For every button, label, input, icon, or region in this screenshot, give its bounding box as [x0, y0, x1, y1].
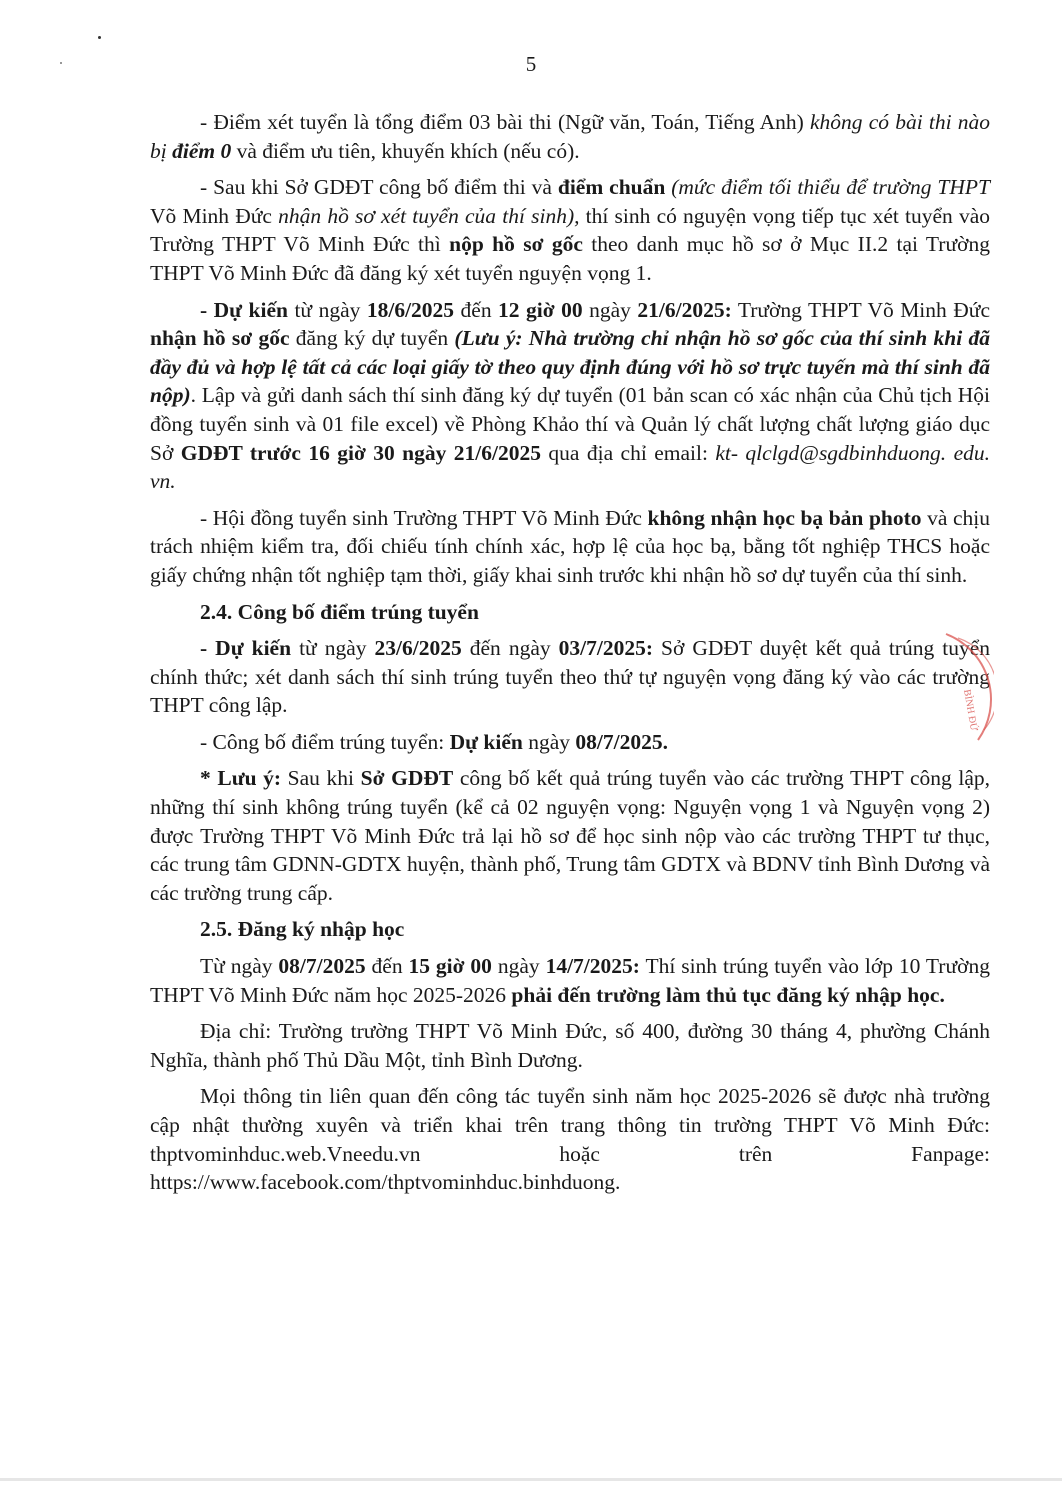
paragraph-more-info: Mọi thông tin liên quan đến công tác tuyển sinh năm học 2025-2026 sẽ được nhà trường cập nhật thường xuyên và triển khai trên trang thông tin trường THPT Võ Minh Đức: thptvominhduc.web.Vneedu.vn hoặc trên Fanpage: https://www.facebook.com/thptvominhduc.binhduong. — [150, 1084, 990, 1195]
paragraph-announce-scores: - Công bố điểm trúng tuyển: Dự kiến ngày 08/7/2025. — [200, 729, 668, 754]
paragraph-after-announcement: - Sau khi Sở GDĐT công bố điểm thi và điểm chuẩn (mức điểm tối thiểu để trường THPT Võ Minh Đức nhận hồ sơ xét tuyển của thí sinh), thí sinh có nguyện vọng tiếp tục xét tuyển vào Trường THPT Võ Minh Đức thì nộp hồ sơ gốc theo danh mục hồ sơ ở Mục II.2 tại Trường THPT Võ Minh Đức đã đăng ký xét tuyển nguyện vọng 1. — [150, 175, 991, 285]
section-heading-2-4: 2.4. Công bố điểm trúng tuyển — [200, 599, 479, 624]
scan-speck — [98, 36, 101, 39]
fanpage-url: https://www.facebook.com/thptvominhduc.binhduong. — [150, 1170, 621, 1195]
document-body — [150, 108, 990, 1197]
paragraph-address: Địa chỉ: Trường trường THPT Võ Minh Đức, số 400, đường 30 tháng 4, phường Chánh Nghĩa, thành phố Thủ Dầu Một, tỉnh Bình Dương. — [150, 1019, 990, 1072]
paragraph-receive-documents: - Dự kiến từ ngày 18/6/2025 đến 12 giờ 00 ngày 21/6/2025: Trường THPT Võ Minh Đức nhận hồ sơ gốc đăng ký dự tuyển (Lưu ý: Nhà trường chỉ nhận hồ sơ gốc của thí sinh khi đã đầy đủ và hợp lệ tất cả các loại giấy tờ theo quy định đúng với hồ sơ trực tuyến mà thí sinh đã nộp). Lập và gửi danh sách thí sinh đăng ký dự tuyển (01 bản scan có xác nhận của Chủ tịch Hội đồng tuyển sinh và 01 file excel) về Phòng Khảo thí và Quản lý chất lượng chất lượng giáo dục Sở GDĐT trước 16 giờ 30 ngày 21/6/2025 qua địa chỉ email: kt- qlclgd@sgdbinhduong. edu. vn. — [150, 297, 990, 494]
paragraph-note: * Lưu ý: Sau khi Sở GDĐT công bố kết quả trúng tuyển vào các trường THPT công lập, những thí sinh không trúng tuyển (kể cả 02 nguyện vọng: Nguyện vọng 1 và Nguyện vọng 2) được Trường THPT Võ Minh Đức trả lại hồ sơ để học sinh nộp vào các trường THPT tư thục, các trung tâm GDNN-GDTX huyện, thành phố, Trung tâm GDTX và BDNV tỉnh Bình Dương và các trường trung cấp. — [150, 766, 990, 905]
paragraph-score: - Điểm xét tuyển là tổng điểm 03 bài thi (Ngữ văn, Toán, Tiếng Anh) không có bài thi nào bị điểm 0 và điểm ưu tiên, khuyến khích (nếu có). — [150, 110, 990, 163]
paragraph-enrollment: Từ ngày 08/7/2025 đến 15 giờ 00 ngày 14/7/2025: Thí sinh trúng tuyển vào lớp 10 Trường THPT Võ Minh Đức năm học 2025-2026 phải đến trường làm thủ tục đăng ký nhập học. — [150, 954, 990, 1007]
scan-edge — [0, 1478, 1062, 1481]
stamp-text: BÌNH ĐỨ — [961, 688, 980, 732]
paragraph-approve-results: - Dự kiến từ ngày 23/6/2025 đến ngày 03/7/2025: Sở GDĐT duyệt kết quả trúng tuyển chính thức; xét danh sách thí sinh trúng tuyển theo thứ tự nguyện vọng đăng ký vào các trường THPT công lập. — [150, 636, 990, 718]
section-heading-2-5: 2.5. Đăng ký nhập học — [200, 917, 405, 942]
page-number: 5 — [525, 52, 537, 76]
paragraph-council-responsibility: - Hội đồng tuyển sinh Trường THPT Võ Minh Đức không nhận học bạ bản photo và chịu trách nhiệm kiểm tra, đối chiếu tính chính xác, hợp lệ của học bạ, bằng tốt nghiệp THCS hoặc giấy chứng nhận tốt nghiệp tạm thời, giấy khai sinh trước khi nhận hồ sơ dự tuyển của thí sinh. — [150, 505, 990, 587]
